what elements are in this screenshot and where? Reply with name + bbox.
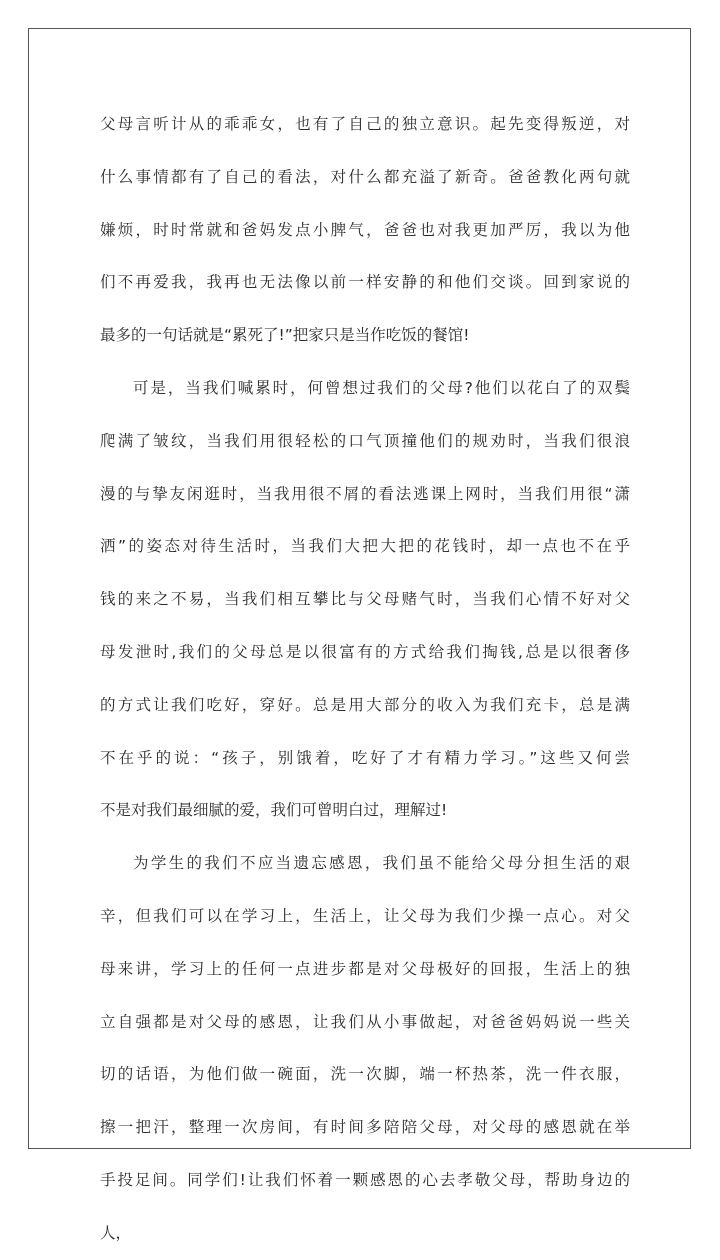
text-line: 可是，当我们喊累时，何曾想过我们的父母?他们以花白了的双鬓 (133, 378, 630, 397)
text-line: 手投足间。同学们!让我们怀着一颗感恩的心去孝敬父母，帮助身边的 (100, 1170, 630, 1189)
text-line: 母发泄时,我们的父母总是以很富有的方式给我们掏钱,总是以很奢侈 (100, 642, 630, 661)
text-line: 不是对我们最细腻的爱，我们可曾明白过，理解过! (100, 801, 448, 820)
document-body (100, 98, 630, 1260)
text-line: 钱的来之不易，当我们相互攀比与父母赌气时，当我们心情不好对父 (100, 590, 630, 609)
text-line: 漫的与挚友闲逛时，当我用很不屑的看法逃课上网时，当我们用很“潇 (100, 484, 630, 503)
text-line: 擦一把汗，整理一次房间，有时间多陪陪父母，对父母的感恩就在举 (100, 1118, 630, 1137)
text-line: 嫌烦，时时常就和爸妈发点小脾气，爸爸也对我更加严厉，我以为他 (100, 220, 630, 239)
text-line: 的方式让我们吃好，穿好。总是用大部分的收入为我们充卡，总是满 (100, 695, 630, 714)
text-line: 洒”的姿态对待生活时，当我们大把大把的花钱时，却一点也不在乎 (100, 537, 630, 556)
text-line: 切的话语，为他们做一碗面，洗一次脚，端一杯热茶，洗一件衣服， (100, 1065, 630, 1084)
text-line: 母来讲，学习上的任何一点进步都是对父母极好的回报，生活上的独 (100, 959, 630, 978)
text-line: 什么事情都有了自己的看法，对什么都充溢了新奇。爸爸教化两句就 (100, 167, 630, 186)
text-line: 辛，但我们可以在学习上，生活上，让父母为我们少操一点心。对父 (100, 906, 630, 925)
text-line: 为学生的我们不应当遗忘感恩，我们虽不能给父母分担生活的艰 (133, 854, 630, 873)
text-line: 们不再爱我，我再也无法像以前一样安静的和他们交谈。回到家说的 (100, 273, 630, 292)
text-line: 最多的一句话就是“累死了!”把家只是当作吃饭的餐馆! (100, 326, 470, 345)
text-line: 立自强都是对父母的感恩，让我们从小事做起，对爸爸妈妈说一些关 (100, 1012, 630, 1031)
text-line: 爬满了皱纹，当我们用很轻松的口气顶撞他们的规劝时，当我们很浪 (100, 431, 630, 450)
text-line: 父母言听计从的乖乖女，也有了自己的独立意识。起先变得叛逆，对 (100, 115, 630, 133)
text-line: 人， (100, 1223, 132, 1242)
text-line: 不在乎的说：“孩子，别饿着，吃好了才有精力学习。”这些又何尝 (100, 748, 630, 767)
